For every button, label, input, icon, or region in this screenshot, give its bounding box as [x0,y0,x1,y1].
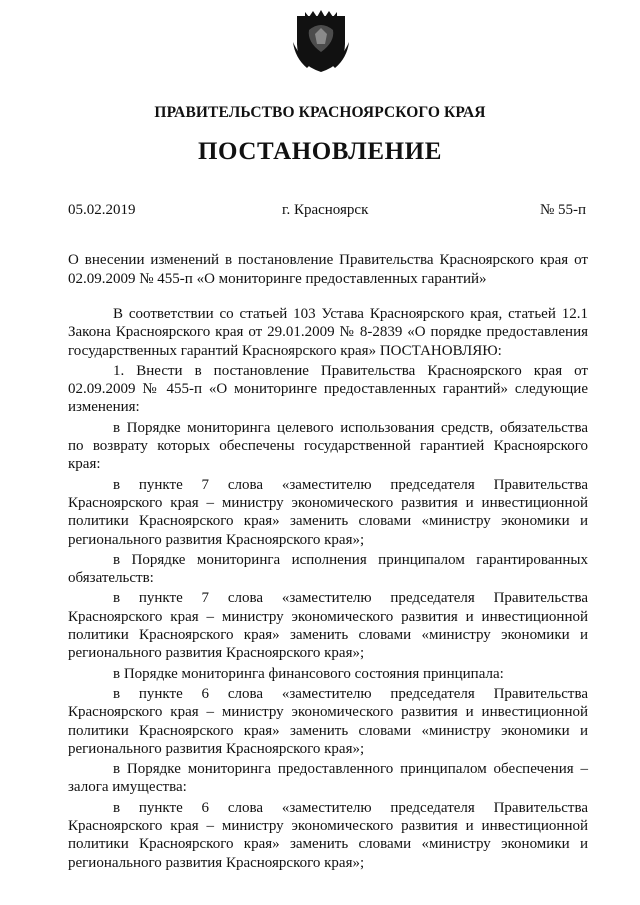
paragraph: в Порядке мониторинга исполнения принципалом гарантированных обязательств: [68,551,588,587]
krasnoyarsk-coat-of-arms-icon [291,8,351,74]
document-date: 05.02.2019 [68,202,136,218]
paragraph: в Порядке мониторинга финансового состояния принципала: [113,665,504,682]
document-city: г. Красноярск [282,202,369,218]
document-body [68,305,588,872]
paragraph: В соответствии со статьей 103 Устава Красноярского края, статьей 12.1 Закона Красноярского края от 29.01.2009 № 8-2839 «О порядке предоставления государственных гарантий Красноярского края» ПОСТАНОВЛЯЮ: [68,306,588,359]
document-type-title: ПОСТАНОВЛЕНИЕ [197,138,443,165]
document-number: № 55-п [540,202,587,218]
paragraph: в пункте 7 слова «заместителю председателя Правительства Красноярского края – министру экономического развития и инвестиционной политики Красноярского края» заменить словами «министру экономики и регионального развития Красноярского края»; [68,476,588,548]
paragraph: в пункте 6 слова «заместителю председателя Правительства Красноярского края – министру экономического развития и инвестиционной политики Красноярского края» заменить словами «министру экономики и регионального развития Красноярского края»; [68,799,588,871]
paragraph: в Порядке мониторинга предоставленного принципалом обеспечения – залога имущества: [68,761,588,796]
paragraph: в пункте 7 слова «заместителю председателя Правительства Красноярского края – министру экономического развития и инвестиционной политики Красноярского края» заменить словами «министру экономики и регионального развития Красноярского края»; [68,590,588,662]
paragraph: в Порядке мониторинга целевого использования средств, обязательства по возврату которых обеспечены государственной гарантией Красноярского края: [68,419,588,473]
document-subject: О внесении изменений в постановление Правительства Красноярского края от 02.09.2009 № 455-п «О мониторинге предоставленных гарантий» [68,252,588,287]
paragraph: 1. Внести в постановление Правительства Красноярского края от 02.09.2009 № 455-п «О мониторинге предоставленных гарантий» следующие изменения: [68,362,588,416]
paragraph: в пункте 6 слова «заместителю председателя Правительства Красноярского края – министру экономического развития и инвестиционной политики Красноярского края» заменить словами «министру экономики и регионального развития Красноярского края»; [68,685,588,757]
government-name: ПРАВИТЕЛЬСТВО КРАСНОЯРСКОГО КРАЯ [154,104,486,121]
